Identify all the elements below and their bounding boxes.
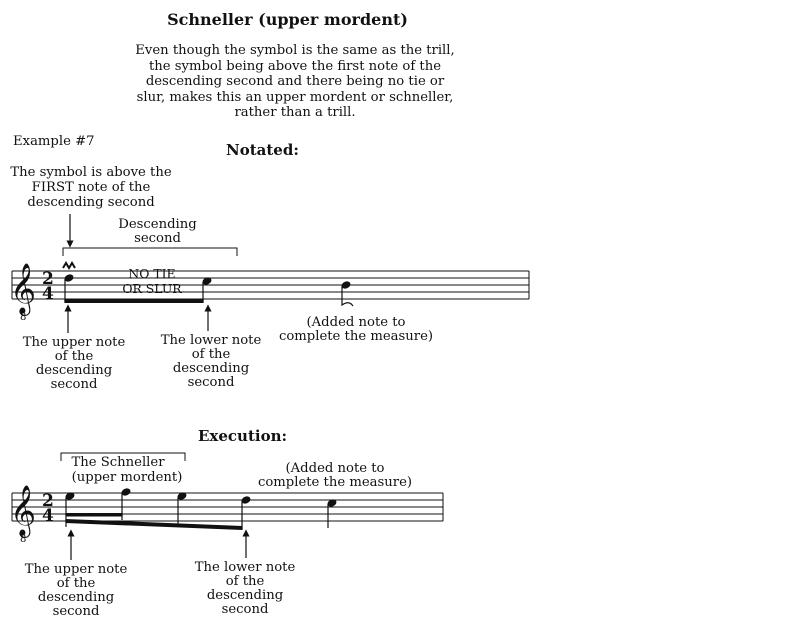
exec-clef-octave-mark: 8 (20, 534, 27, 545)
exec-lower-note-label-3: descending (206, 588, 284, 603)
exec-added-note-label-1: (Added note to (285, 461, 385, 476)
clef-octave-mark: 8 (20, 312, 27, 323)
exec-time-signature-top: 2 (42, 491, 54, 511)
descending-second-label-2: second (134, 231, 181, 246)
lower-note-label-4: second (187, 375, 235, 390)
no-tie-label-2: OR SLUR (122, 281, 182, 296)
exec-added-note-label-2: complete the measure) (257, 475, 413, 490)
execution-heading: Execution: (198, 427, 288, 445)
upper-note-label-3: descending (35, 363, 113, 378)
treble-clef-icon: 𝄞 (10, 263, 37, 314)
symbol-note-line-3: descending second (27, 195, 155, 210)
exec-lower-note-label-1: The lower note (194, 560, 296, 575)
notated-heading: Notated: (226, 141, 299, 159)
descending-second-label-1: Descending (118, 217, 197, 232)
exec-upper-note-label-4: second (52, 604, 100, 619)
symbol-note-line-2: FIRST note of the (31, 180, 151, 195)
schneller-label-1: The Schneller (71, 455, 165, 470)
upper-note-label-1: The upper note (22, 335, 126, 350)
exec-upper-note-label-1: The upper note (24, 562, 128, 577)
added-note-label-2: complete the measure) (278, 329, 434, 344)
example-label: Example #7 (13, 134, 95, 149)
page-title: Schneller (upper mordent) (167, 10, 408, 29)
sixteenth-beam-1 (65, 513, 122, 517)
eighth-beam (64, 299, 203, 303)
execution-staff (12, 493, 443, 521)
intro-text: Even though the symbol is the same as the trill, the symbol being above the first note of the descending second and there being no tie or slur, makes this an upper mordent or schneller, rather than a trill. (135, 43, 455, 121)
mordent-icon (63, 263, 75, 268)
upper-note-label-2: of the (54, 349, 94, 364)
exec-treble-clef-icon: 𝄞 (10, 485, 37, 536)
descending-second-bracket (63, 248, 237, 256)
upper-note-label-4: second (50, 377, 98, 392)
exec-upper-note-label-3: descending (37, 590, 115, 605)
time-signature-bottom: 4 (42, 284, 54, 304)
exec-lower-note-label-2: of the (225, 574, 265, 589)
schneller-bracket (61, 453, 185, 461)
no-tie-label-1: NO TIE (128, 266, 176, 281)
schneller-label-2: (upper mordent) (71, 470, 183, 485)
added-note-label-1: (Added note to (306, 315, 406, 330)
notated-staff (12, 271, 529, 299)
lower-note-label-1: The lower note (160, 333, 262, 348)
exec-time-signature-bottom: 4 (42, 506, 54, 526)
symbol-note-line-1: The symbol is above the (10, 165, 172, 180)
lower-note-label-2: of the (191, 347, 231, 362)
time-signature-top: 2 (42, 269, 54, 289)
exec-lower-note-label-4: second (221, 602, 269, 617)
exec-upper-note-label-2: of the (56, 576, 96, 591)
lower-note-label-3: descending (172, 361, 250, 376)
